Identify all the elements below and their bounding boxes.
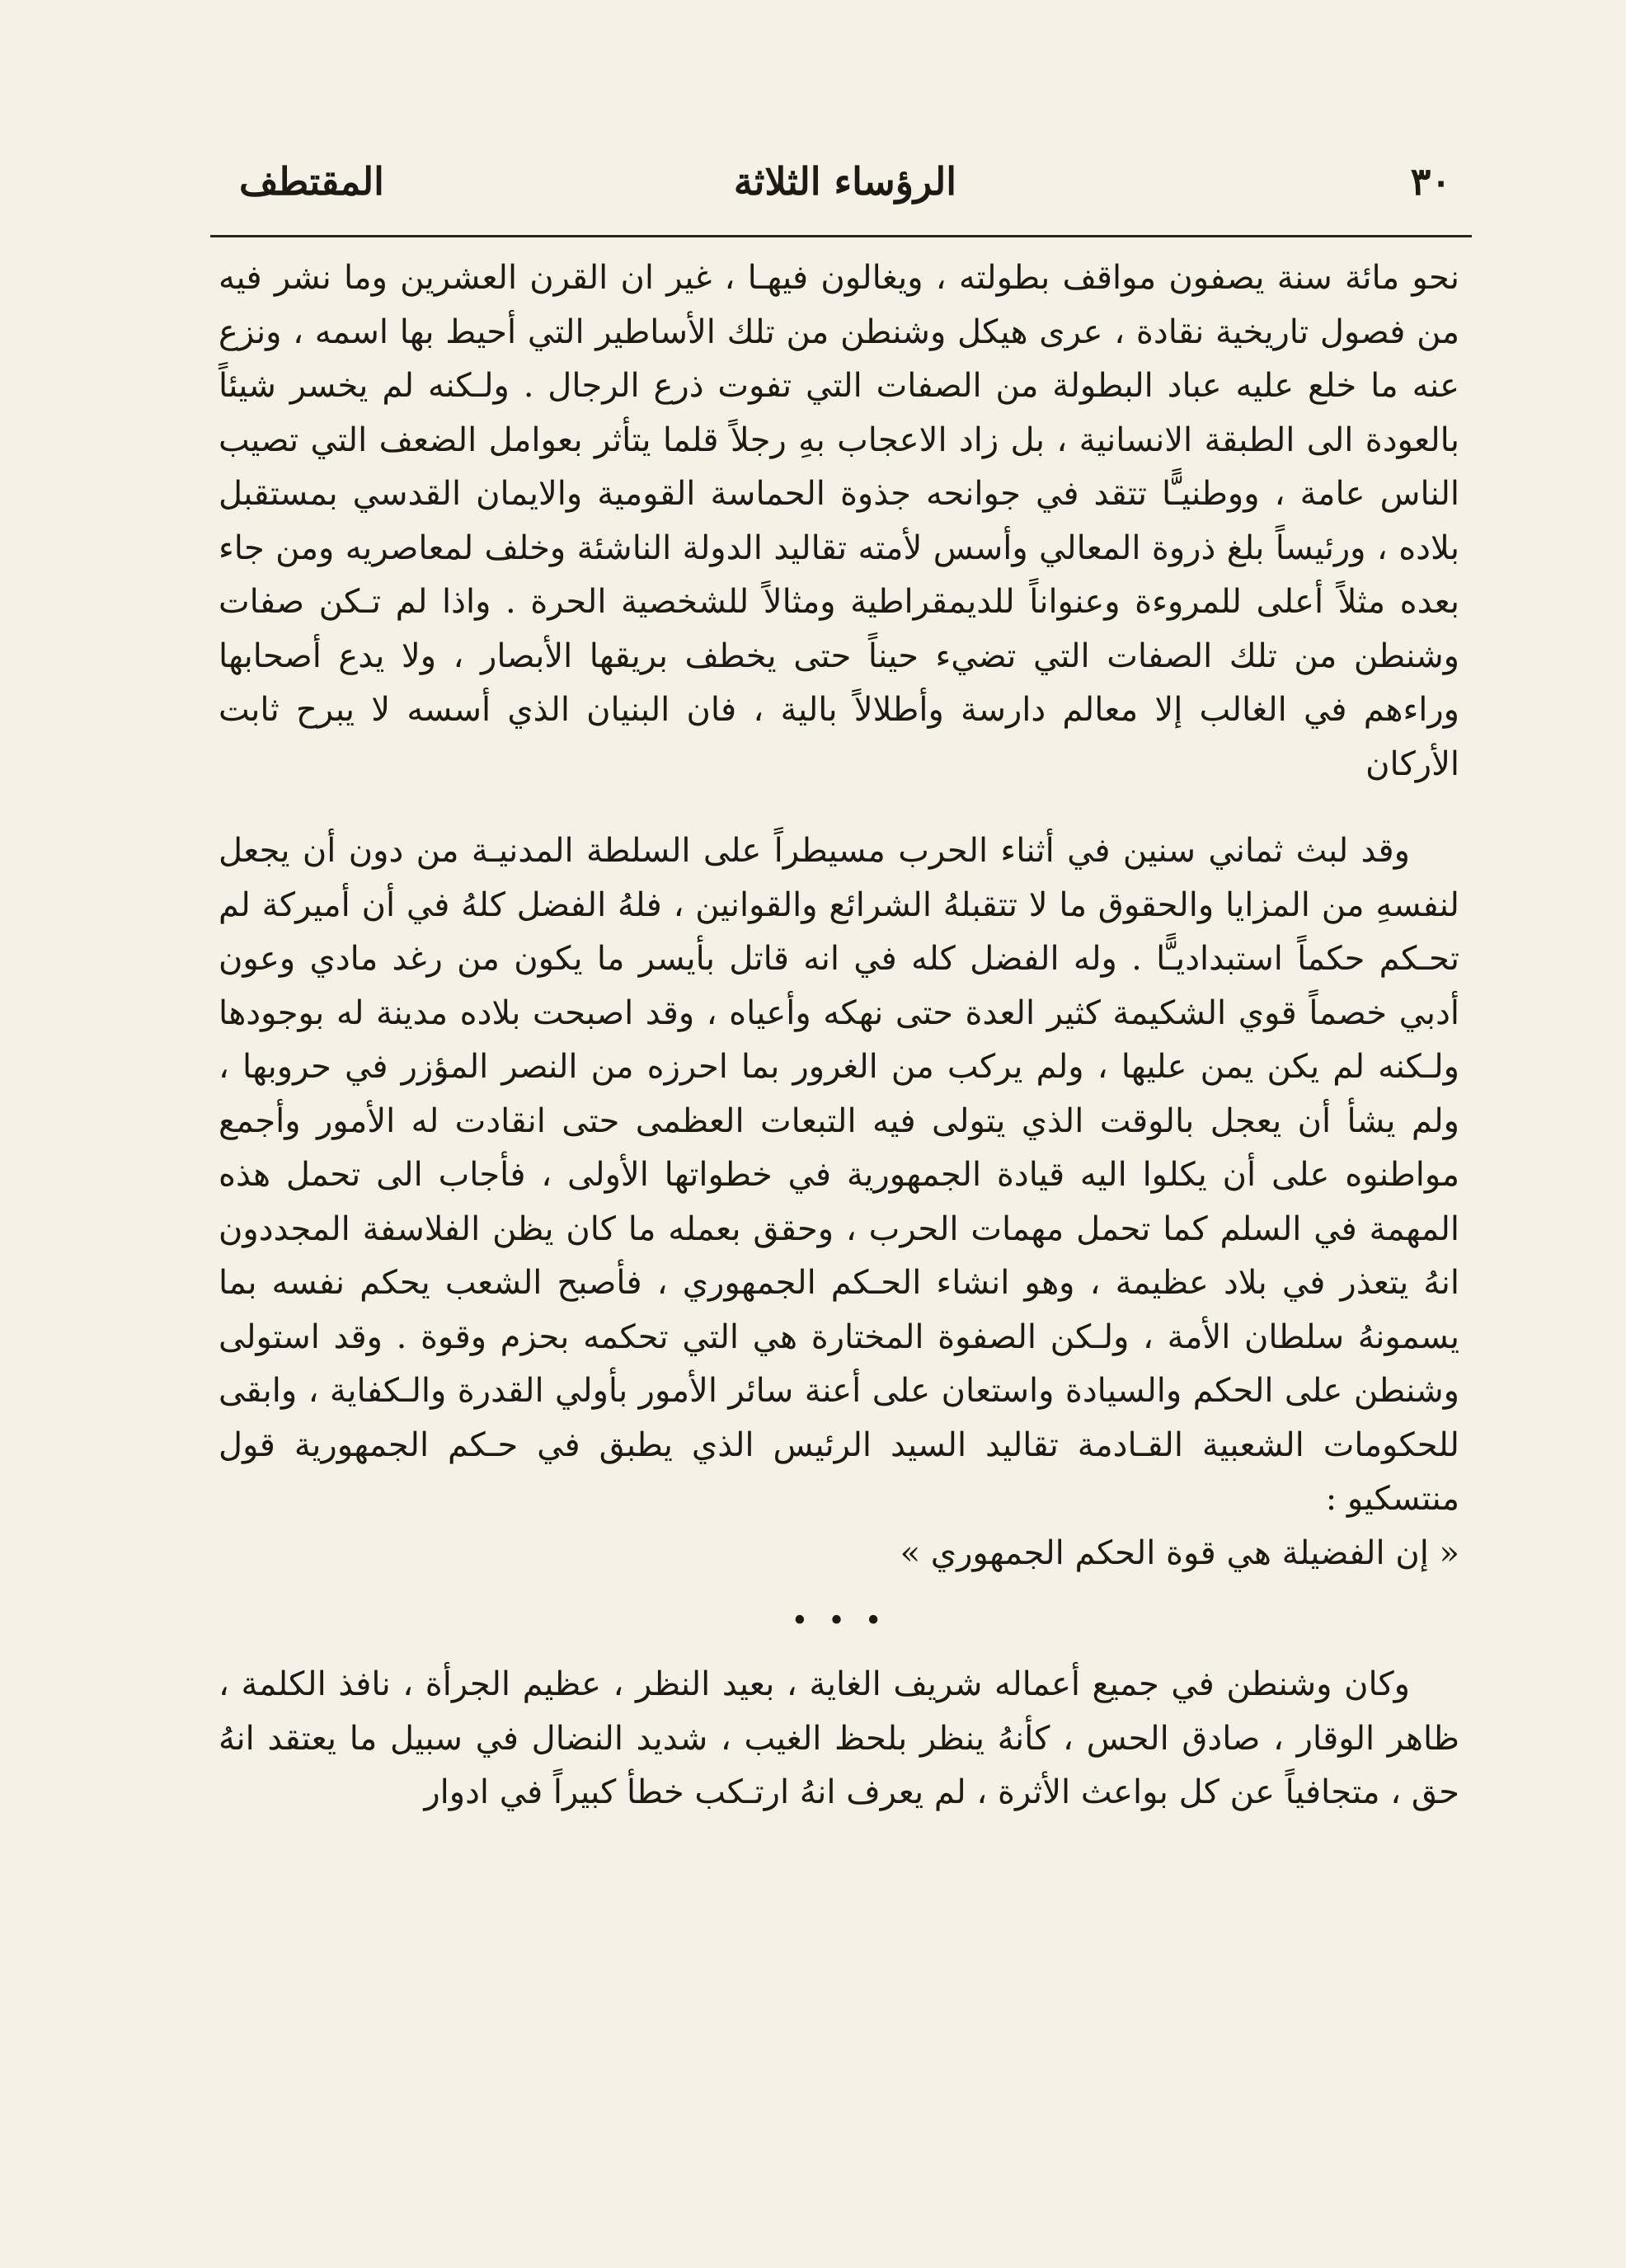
journal-name: المقتطف xyxy=(239,159,384,204)
paragraph-3: وكان وشنطن في جميع أعماله شريف الغاية ، بعيد النظر ، عظيم الجرأة ، نافذ الكلمة ، ظاهر الوقار ، صادق الحس ، كأنهُ ينظر بلحظ الغيب ، شديد النضال في سبيل ما يعتقد انهُ حق ، متجافياً عن كل بواعث الأثرة ، لم يعرف انهُ ارتـكب خطأ كبيراً في ادوار xyxy=(219,1665,1459,1811)
header-divider xyxy=(210,235,1472,237)
paragraph-2: وقد لبث ثماني سنين في أثناء الحرب مسيطراً على السلطة المدنيـة من دون أن يجعل لنفسهِ من المزايا والحقوق ما لا تتقبلهُ الشرائع والقوانين ، فلهُ الفضل كلهُ في أن أميركة لم تحـكم حكماً استبداديـًّا . وله الفضل كله في انه قاتل بأيسر ما يكون من رغد مادي وعون أدبي خصماً قوي الشكيمة كثير العدة حتى نهكه وأعياه ، وقد اصبحت بلاده مدينة له بوجودها ولـكنه لم يكن يمن عليها ، ولم يركب من الغرور بما احرزه من النصر المؤزر في حروبها ، ولم يشأ أن يعجل بالوقت الذي يتولى فيه التبعات العظمى حتى انقادت له الأمور وأجمع مواطنوه على أن يكلوا اليه قيادة الجمهورية في خطواتها الأولى ، فأجاب الى تحمل هذه المهمة في السلم كما تحمل مهمات الحرب ، وحقق بعمله ما كان يظن الفلاسفة المجددون انهُ يتعذر في بلاد عظيمة ، وهو انشاء الحـكم الجمهوري ، فأصبح الشعب يحكم نفسه بما يسمونهُ سلطان الأمة ، ولـكن الصفوة المختارة هي التي تحكمه بحزم وقوة . وقد استولى وشنطن على الحكم والسيادة واستعان على أعنة سائر الأمور بأولي القدرة والـكفاية ، وابقى للحكومات الشعبية القـادمة تقاليد السيد الرئيس الذي يطبق في حـكم الجمهورية قول منتسكيو : xyxy=(219,832,1459,1518)
page-number: ٣٠ xyxy=(1410,159,1451,204)
paragraph-1: نحو مائة سنة يصفون مواقف بطولته ، ويغالون فيهـا ، غير ان القرن العشرين وما نشر فيه من فصول تاريخية نقادة ، عرى هيكل وشنطن من تلك الأساطير التي أحيط بها اسمه ، ونزع عنه ما خلع عليه عباد البطولة من الصفات التي تفوت ذرع الرجال . ولـكنه لم يخسر شيئاً بالعودة الى الطبقة الانسانية ، بل زاد الاعجاب بهِ رجلاً قلما يتأثر بعوامل الضعف التي تصيب الناس عامة ، ووطنيـًّا تتقد في جوانحه جذوة الحماسة القومية والايمان القدسي بمستقبل بلاده ، ورئيساً بلغ ذروة المعالي وأسس لأمته تقاليد الدولة الناشئة وخلف لمعاصريه ومن جاء بعده مثلاً أعلى للمروءة وعنواناً للديمقراطية ومثالاً للشخصية الحرة . واذا لم تـكن صفات وشنطن من تلك الصفات التي تضيء حيناً حتى يخطف بريقها الأبصار ، ولا يدع أصحابها وراءهم في الغالب إلا معالم دارسة وأطلالاً بالية ، فان البنيان الذي أسسه لا يبرح ثابت الأركان xyxy=(219,259,1459,783)
page-header xyxy=(239,153,1451,210)
montesquieu-quote: « إن الفضيلة هي قوة الحكم الجمهوري » xyxy=(900,1533,1459,1572)
running-title: الرؤساء الثلاثة xyxy=(733,159,957,204)
section-separator: • • • xyxy=(791,1604,887,1638)
article-body xyxy=(219,251,1459,1820)
